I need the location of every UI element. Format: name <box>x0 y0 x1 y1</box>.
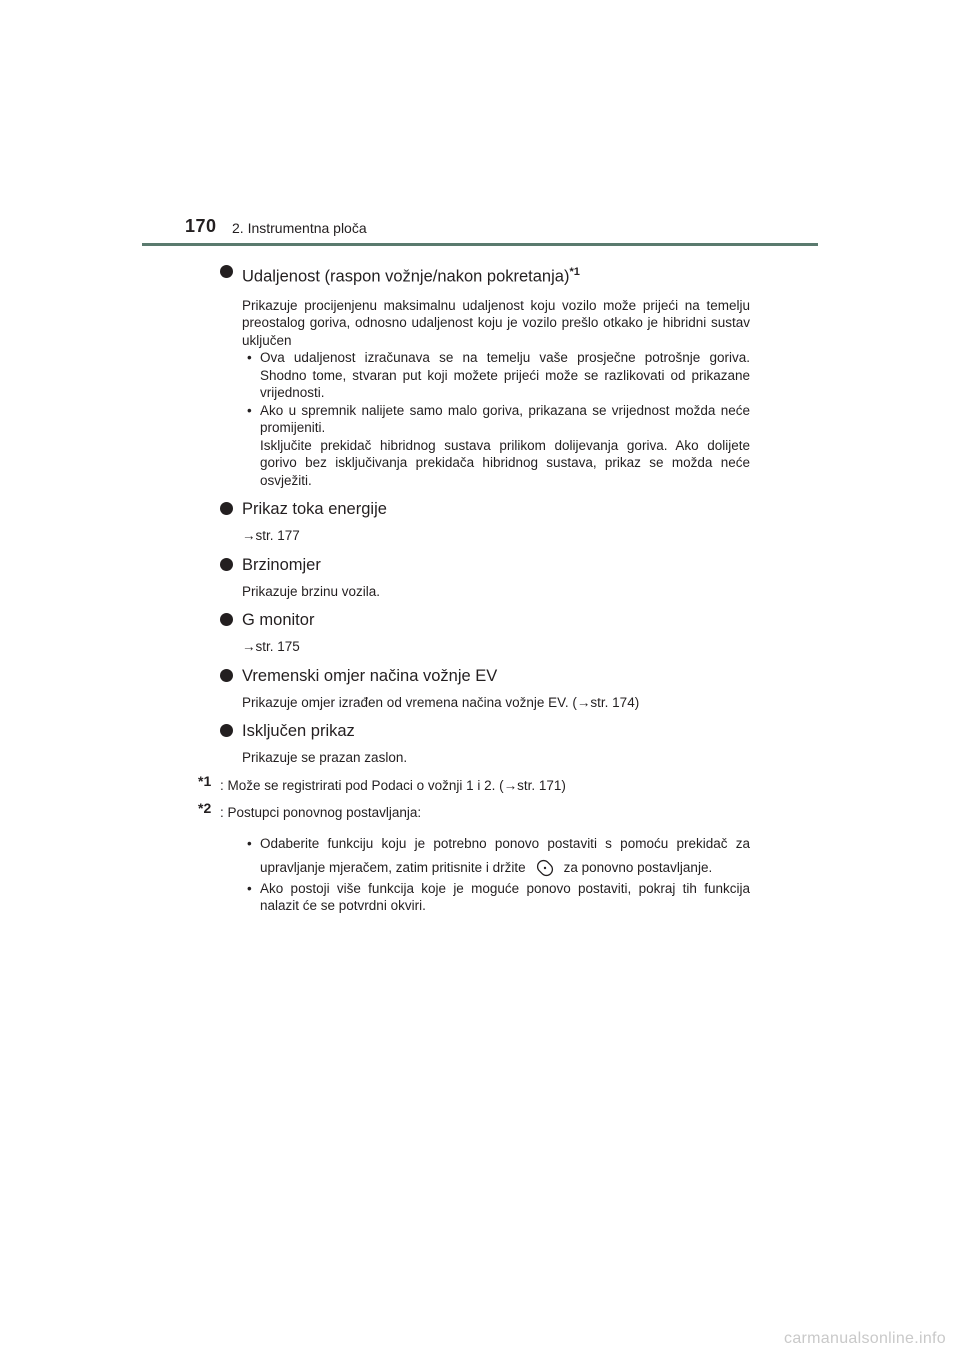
bullet-dot-icon <box>220 502 233 515</box>
list-item-text: Ako postoji više funkcija koje je moguće ponovo postaviti, pokraj tih funkcija nalazit će se potvrdni okviri. <box>260 880 750 913</box>
list-item-text: za ponovno postavljanje. <box>563 859 713 875</box>
bullet-dot-icon <box>220 724 233 737</box>
footnote-mark: *1 <box>569 266 580 278</box>
page-reference: →str. 175 <box>242 639 300 654</box>
heading-text: Vremenski omjer načina vožnje EV <box>242 666 498 685</box>
heading-text: Prikaz toka energije <box>242 500 387 518</box>
watermark: carmanualsonline.info <box>784 1330 946 1347</box>
footnote-text: : Može se registrirati pod Podaci o vožnji 1 i 2. (→str. 171) <box>220 777 566 793</box>
heading-text: Brzinomjer <box>242 555 321 574</box>
section-body: Prikazuje se prazan zaslon. <box>242 750 408 765</box>
bullet-dot-icon <box>220 613 233 626</box>
heading-text: Isključen prikaz <box>242 722 355 740</box>
list-item <box>220 402 750 490</box>
section-heading-display-off <box>220 721 750 741</box>
list-item-text: Odaberite funkciju koju je potrebno ponovo postaviti s pomoću prekidač za upravljanje mjeračem, zatim pritisnite i držite <box>260 835 750 875</box>
section-body: Prikazuje brzinu vozila. <box>242 583 381 599</box>
list-bullet: • <box>247 350 252 365</box>
footnote-2 <box>198 800 750 822</box>
list-item-text: Isključite prekidač hibridnog sustava prilikom dolijevanja goriva. Ako dolijete gorivo bez isključivanja prekidača hibridnog sustava, prikaz se možda neće osvježiti. <box>260 437 750 488</box>
footnote-mark: *1 <box>198 772 212 789</box>
section-heading-energy-flow <box>220 499 750 519</box>
heading-text: Udaljenost (raspon vožnje/nakon pokretanja) <box>242 267 570 286</box>
page-number: 170 <box>185 216 217 236</box>
section-heading-g-monitor <box>220 610 750 630</box>
footnote-mark: *2 <box>198 800 212 816</box>
list-bullet: • <box>247 880 252 896</box>
footnote-1 <box>198 772 750 795</box>
reset-button-icon <box>534 857 556 879</box>
list-item <box>220 832 750 880</box>
page-content <box>198 252 750 915</box>
header-rule <box>142 243 818 246</box>
list-item-text: Ako u spremnik nalijete samo malo goriva, prikazana se vrijednost možda neće promijeniti. <box>260 402 750 435</box>
section-body: Prikazuje omjer izrađen od vremena načina vožnje EV. (→str. 174) <box>242 694 640 710</box>
bullet-dot-icon <box>220 669 233 682</box>
list-bullet: • <box>247 835 252 851</box>
section-body: Prikazuje procijenjenu maksimalnu udaljenost koju vozilo može prijeći na temelju preostalog goriva, odnosno udaljenost koju je vozilo prešlo otkako je hibridni sustav uključen <box>242 297 750 348</box>
section-heading-ev-ratio <box>220 666 750 686</box>
heading-text: G monitor <box>242 611 315 629</box>
list-item <box>220 880 750 915</box>
bullet-dot-icon <box>220 558 233 571</box>
footnote-text: : Postupci ponovnog postavljanja: <box>220 805 422 820</box>
section-heading-speedometer <box>220 555 750 575</box>
chapter-title: 2. Instrumentna ploča <box>232 220 367 236</box>
list-item-text: Ova udaljenost izračunava se na temelju vaše prosječne potrošnje goriva. Shodno tome, stvaran put koji možete prijeći može se razlikovati od prikazane vrijednosti. <box>260 350 750 400</box>
list-item <box>220 349 750 402</box>
bullet-dot-icon <box>220 265 233 278</box>
page-header <box>0 0 960 250</box>
section-heading-distance <box>220 262 750 287</box>
list-bullet: • <box>247 402 252 418</box>
page-reference: →str. 177 <box>242 528 300 543</box>
